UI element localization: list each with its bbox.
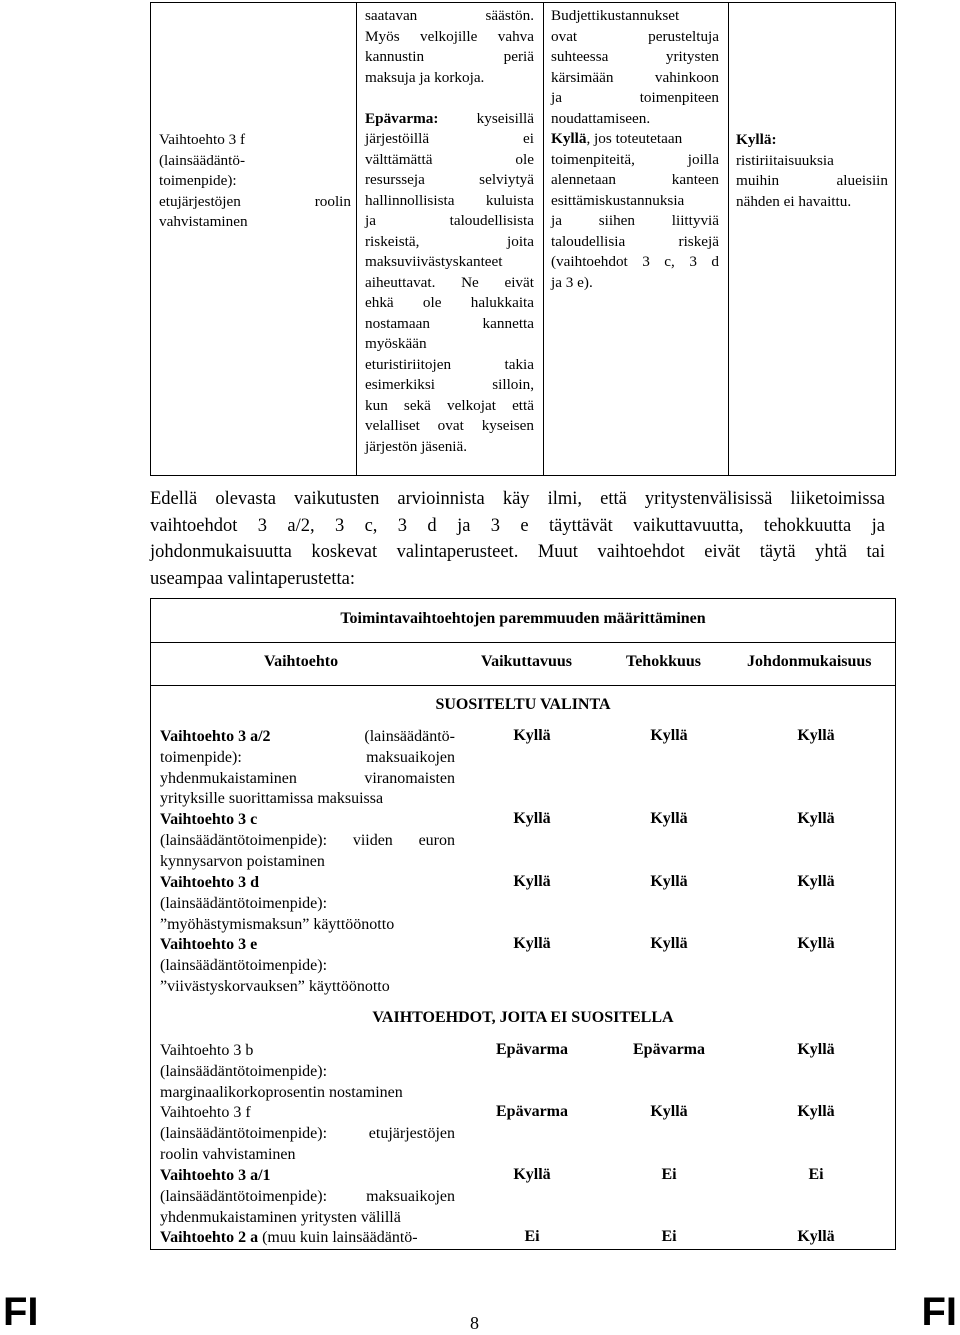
cell-line: ehkä ole halukkaita — [365, 294, 534, 311]
option-line-right: roolin — [314, 192, 351, 210]
option-line: (lainsäädäntö- — [159, 151, 246, 169]
row-line: yhdenmukaistaminen viranomaisten — [160, 769, 455, 787]
row-line: yrityksille suorittamissa maksuissa — [160, 790, 384, 808]
paragraph-line: johdonmukaisuutta koskevat valintaperusteet. Muut vaihtoehdot eivät täytä yhtä tai — [150, 542, 885, 562]
language-code-right: FI — [921, 1290, 957, 1334]
cell-line: myöskään — [365, 335, 427, 352]
row-text: (lainsäädäntö- — [364, 728, 455, 745]
option-row-label — [160, 935, 455, 997]
column-divider — [356, 3, 357, 475]
paragraph-line: Edellä olevasta vaikutusten arvioinnista käy ilmi, että yritystenvälisissä liiketoimissa — [150, 489, 885, 509]
option-row-label — [160, 727, 455, 810]
option-title: Vaihtoehto 3 f — [160, 1104, 251, 1121]
cell-line — [551, 129, 719, 150]
value-cell: Kyllä — [797, 873, 835, 890]
value-cell: Kyllä — [650, 935, 688, 952]
row-text: (muu kuin lainsäädäntö- — [262, 1229, 418, 1246]
value-cell: Kyllä — [513, 1166, 551, 1183]
cell-line: ja 3 e). — [551, 273, 593, 291]
cell-line: ovat perusteltuja — [551, 27, 719, 45]
column-header: Johdonmukaisuus — [747, 653, 872, 670]
row-line: (lainsäädäntötoimenpide): — [160, 1062, 328, 1080]
cell-line: ja toimenpiteen — [551, 89, 719, 106]
row-line: yhdenmukaistaminen yritysten välillä — [160, 1208, 401, 1226]
value-cell: Kyllä — [513, 935, 551, 952]
value-cell: Kyllä — [797, 810, 835, 827]
option-name-cell — [159, 130, 349, 233]
verdict-label: Kyllä — [551, 130, 587, 147]
row-line: marginaalikorkoprosentin nostaminen — [160, 1083, 403, 1101]
value-cell: Kyllä — [797, 1228, 835, 1245]
option-row-label — [160, 873, 455, 935]
option-row-label — [160, 810, 455, 872]
impact-assessment-table — [150, 2, 896, 476]
value-cell: Ei — [661, 1228, 677, 1245]
cell-line: resursseja selviytyä — [365, 171, 534, 188]
cell-line: toimenpiteitä, joilla — [551, 150, 719, 168]
cell-line: (vaihtoehdot 3 c, 3 d — [551, 253, 719, 270]
cell-line: ja siihen liittyviä — [551, 212, 719, 229]
summary-paragraph — [150, 486, 885, 592]
cell-line: eturistiriitojen takia — [365, 355, 534, 373]
row-line: ”myöhästymismaksun” käyttöönotto — [160, 915, 395, 933]
cell-line: järjestön jäseniä. — [365, 437, 468, 455]
value-cell: Ei — [661, 1166, 677, 1183]
option-row-label — [160, 1041, 455, 1103]
cell-line: alennetaan kanteen — [551, 171, 719, 188]
row-line — [160, 1228, 455, 1249]
option-row-label — [160, 1228, 455, 1249]
cell-line: muihin alueisiin — [736, 172, 888, 189]
row-line: (lainsäädäntötoimenpide): — [160, 956, 328, 974]
cell-line: maksuja ja korkoja. — [365, 68, 485, 86]
cell-line: esimerkiksi silloin, — [365, 376, 534, 393]
option-line: Vaihtoehto 3 f — [159, 131, 246, 148]
option-row-label — [160, 1103, 455, 1165]
value-cell: Kyllä — [513, 810, 551, 827]
column-divider — [543, 3, 544, 475]
cell-line: saatavan säästön. — [365, 7, 534, 24]
cell-text: kyseisillä — [476, 109, 534, 127]
row-line: toimenpide): maksuaikojen — [160, 748, 455, 766]
cell-line: välttämättä ole — [365, 150, 534, 168]
cell-line: velalliset ovat kyseisen — [365, 417, 534, 434]
section-heading-recommended: SUOSITELTU VALINTA — [435, 696, 611, 713]
value-cell: Kyllä — [650, 1103, 688, 1120]
language-code-left: FI — [3, 1290, 39, 1334]
value-cell: Kyllä — [513, 727, 551, 744]
option-line: toimenpide): — [159, 172, 237, 189]
row-line: ”viivästyskorvauksen” käyttöönotto — [160, 977, 390, 995]
cell-line: nostamaan kannetta — [365, 314, 534, 332]
column-header: Vaikuttavuus — [481, 653, 573, 670]
cell-line: kärsimään vahinkoon — [551, 68, 719, 86]
option-line-text: etujärjestöjen — [159, 192, 241, 210]
cell-line: ja taloudellisista — [365, 212, 534, 229]
cell-line — [365, 109, 534, 130]
value-cell: Kyllä — [797, 935, 835, 952]
value-cell: Epävarma — [496, 1041, 568, 1058]
cell-line: kun sekä velkojat että — [365, 396, 534, 414]
cell-line: kannustin periä — [365, 48, 534, 65]
option-title: Vaihtoehto 2 a — [160, 1229, 259, 1246]
row-line: kynnysarvon poistaminen — [160, 852, 325, 870]
cell-line: aiheuttavat. Ne eivät — [365, 273, 534, 291]
row-line — [160, 727, 455, 748]
cell-line: noudattamiseen. — [551, 109, 651, 127]
cell-line: hallinnollisista kuluista — [365, 191, 534, 209]
row-line: (lainsäädäntötoimenpide): — [160, 894, 328, 912]
option-line — [159, 192, 349, 213]
column-header: Tehokkuus — [626, 653, 702, 670]
row-line: roolin vahvistaminen — [160, 1145, 296, 1163]
option-title: Vaihtoehto 3 b — [160, 1042, 254, 1059]
row-divider — [151, 685, 895, 686]
option-title: Vaihtoehto 3 c — [160, 811, 258, 828]
value-cell: Kyllä — [797, 1041, 835, 1058]
section-heading-not-recommended: VAIHTOEHDOT, JOITA EI SUOSITELLA — [372, 1009, 674, 1026]
page-number: 8 — [470, 1313, 479, 1333]
effectiveness-cell — [365, 6, 534, 457]
verdict-label: Epävarma: — [365, 109, 439, 127]
cell-line: suhteessa yritysten — [551, 48, 719, 65]
cell-text: , jos toteutetaan — [586, 130, 683, 147]
verdict-label: Kyllä: — [736, 131, 777, 148]
row-divider — [151, 642, 895, 643]
column-header: Vaihtoehto — [264, 653, 339, 670]
option-line: vahvistaminen — [159, 213, 248, 230]
option-row-label — [160, 1166, 455, 1228]
option-title: Vaihtoehto 3 d — [160, 874, 259, 891]
paragraph-line: vaihtoehdot 3 a/2, 3 c, 3 d ja 3 e täyttävät vaikuttavuutta, tehokkuutta ja — [150, 515, 885, 536]
value-cell: Kyllä — [797, 727, 835, 744]
value-cell: Ei — [524, 1228, 540, 1245]
cell-line: ristiriitaisuuksia — [736, 151, 834, 169]
cell-line: nähden ei havaittu. — [736, 192, 852, 210]
value-cell: Ei — [808, 1166, 824, 1183]
option-title: Vaihtoehto 3 a/2 — [160, 728, 271, 745]
cell-line: taloudellisia riskejä — [551, 232, 719, 250]
value-cell: Kyllä — [513, 873, 551, 890]
column-divider — [728, 3, 729, 475]
row-line: (lainsäädäntötoimenpide): maksuaikojen — [160, 1187, 455, 1205]
row-line: (lainsäädäntötoimenpide): etujärjestöjen — [160, 1124, 455, 1142]
row-line: (lainsäädäntötoimenpide): viiden euron — [160, 831, 455, 849]
cell-line: Myös velkojille vahva — [365, 27, 534, 45]
efficiency-cell — [551, 6, 719, 293]
value-cell: Kyllä — [650, 810, 688, 827]
value-cell: Kyllä — [650, 873, 688, 890]
cell-line: esittämiskustannuksia — [551, 191, 685, 209]
coherence-cell — [736, 130, 888, 212]
value-cell: Kyllä — [797, 1103, 835, 1120]
option-title: Vaihtoehto 3 e — [160, 936, 258, 953]
value-cell: Epävarma — [633, 1041, 705, 1058]
options-comparison-table — [150, 598, 896, 1250]
cell-line: maksuviivästyskanteet — [365, 253, 503, 270]
spacer — [365, 88, 534, 109]
cell-line: Budjettikustannukset — [551, 7, 680, 24]
value-cell: Epävarma — [496, 1103, 568, 1120]
paragraph-line: useampaa valintaperustetta: — [150, 568, 355, 589]
table-title: Toimintavaihtoehtojen paremmuuden määrittäminen — [340, 610, 706, 627]
option-title: Vaihtoehto 3 a/1 — [160, 1167, 271, 1184]
cell-line: järjestöillä ei — [365, 130, 534, 147]
cell-line: riskeistä, joita — [365, 232, 534, 250]
value-cell: Kyllä — [650, 727, 688, 744]
